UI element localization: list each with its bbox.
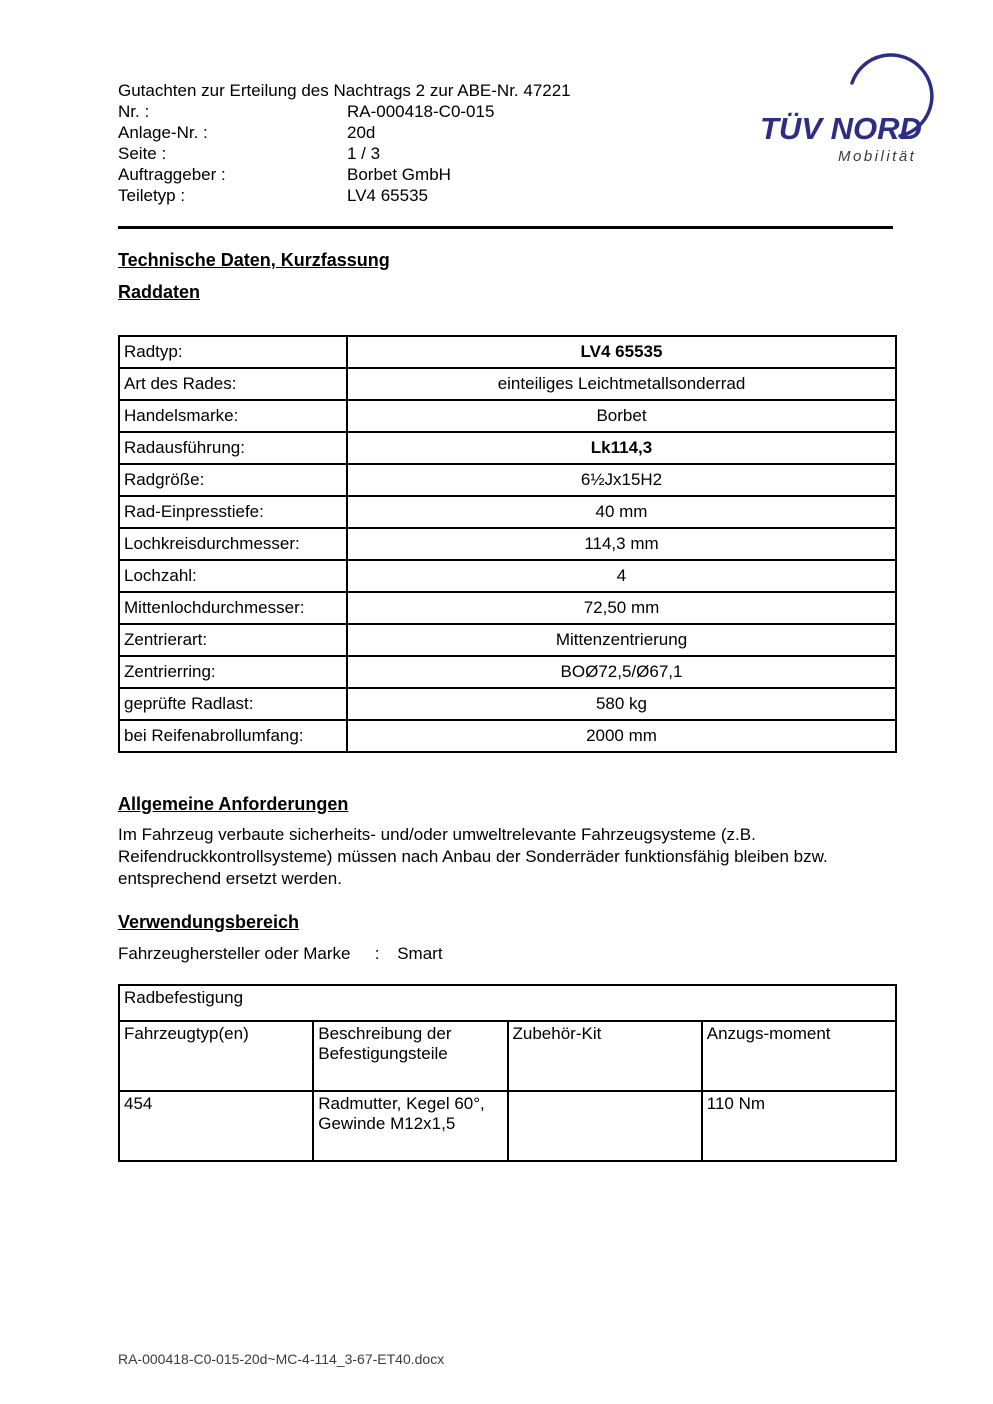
row-value: 580 kg [347,688,896,720]
table-row [119,496,896,528]
row-value: einteiliges Leichtmetallsonderrad [347,368,896,400]
row-value: Lk114,3 [347,432,896,464]
fahrzeughersteller-separator: : [374,944,380,963]
field-value: Borbet GmbH [347,165,451,184]
row-value: LV4 65535 [347,336,896,368]
table-row [119,336,896,368]
logo-subtitle: Mobilität [838,148,917,165]
table-row [119,432,896,464]
row-label: Art des Rades: [119,368,347,400]
table-row [119,464,896,496]
field-value: LV4 65535 [347,186,428,205]
header-field-anlage [118,122,678,143]
radbefestigung-title: Radbefestigung [119,985,896,1021]
table-row [119,1091,896,1161]
table-row [119,400,896,432]
heading-verwendungsbereich: Verwendungsbereich [118,912,300,932]
row-label: Lochkreisdurchmesser: [119,528,347,560]
row-label: Rad-Einpresstiefe: [119,496,347,528]
document-header [118,80,678,206]
document-header-fields [118,101,678,206]
cell-beschreibung [313,1091,507,1161]
cell-beschreibung-text: Radmutter, Kegel 60°, Gewinde M12x1,5 [318,1094,485,1133]
row-label: Mittenlochdurchmesser: [119,592,347,624]
field-label: Seite : [118,144,167,163]
table-row [119,720,896,752]
cell-zubehoer-kit [508,1091,702,1161]
fahrzeughersteller-value: Smart [397,944,443,963]
field-label: Anlage-Nr. : [118,123,208,142]
row-label: geprüfte Radlast: [119,688,347,720]
cell-fahrzeugtyp: 454 [119,1091,313,1161]
raddaten-table [118,335,897,753]
fahrzeughersteller-label: Fahrzeughersteller oder Marke [118,944,351,963]
table-row [119,528,896,560]
cell-anzugsmoment: 110 Nm [702,1091,896,1161]
row-value: 114,3 mm [347,528,896,560]
field-value: 1 / 3 [347,144,381,163]
heading-technische-daten: Technische Daten, Kurzfassung [118,250,390,270]
row-value: 40 mm [347,496,896,528]
header-field-seite [118,143,678,164]
row-label: Radgröße: [119,464,347,496]
column-header-anzugsmoment: Anzugs-moment [702,1021,896,1091]
row-label: Zentrierart: [119,624,347,656]
table-row [119,560,896,592]
column-header-beschreibung: Beschreibung der Befestigungsteile [313,1021,507,1091]
row-value: 6½Jx15H2 [347,464,896,496]
document-title: Gutachten zur Erteilung des Nachtrags 2 zur ABE-Nr. 47221 [118,81,571,100]
column-header-fahrzeugtyp: Fahrzeugtyp(en) [119,1021,313,1091]
fahrzeughersteller-line [118,944,443,964]
header-field-teiletyp [118,185,678,206]
table-row [119,592,896,624]
header-divider [118,226,893,229]
tuv-nord-logo [748,45,948,175]
table-title-row [119,985,896,1021]
table-header-row [119,1021,896,1091]
row-label: Radtyp: [119,336,347,368]
row-value: 4 [347,560,896,592]
allgemeine-anforderungen-text: Im Fahrzeug verbaute sicherheits- und/oder umweltrelevante Fahrzeugsysteme (z.B. Reifendruckkontrollsysteme) müssen nach Anbau der Sonderräder funktionsfähig bleiben bzw. entsprechend ersetzt werden. [118,825,828,888]
row-label: Lochzahl: [119,560,347,592]
row-value: Borbet [347,400,896,432]
row-label: Radausführung: [119,432,347,464]
row-value: 2000 mm [347,720,896,752]
heading-raddaten: Raddaten [118,282,201,302]
table-row [119,368,896,400]
column-header-zubehoer-kit: Zubehör-Kit [508,1021,702,1091]
header-field-nr [118,101,678,122]
table-row [119,624,896,656]
header-field-auftraggeber [118,164,678,185]
field-label: Teiletyp : [118,186,186,205]
heading-allgemeine-anforderungen: Allgemeine Anforderungen [118,794,349,814]
radbefestigung-table [118,984,897,1162]
field-value: RA-000418-C0-015 [347,102,495,121]
tuv-nord-wordmark: TÜV NORD [760,111,922,146]
row-value: Mittenzentrierung [347,624,896,656]
field-label: Nr. : [118,102,150,121]
row-value: 72,50 mm [347,592,896,624]
table-row [119,656,896,688]
table-row [119,688,896,720]
row-value: BOØ72,5/Ø67,1 [347,656,896,688]
field-value: 20d [347,123,376,142]
field-label: Auftraggeber : [118,165,226,184]
row-label: bei Reifenabrollumfang: [119,720,347,752]
footer-filename: RA-000418-C0-015-20d~MC-4-114_3-67-ET40.docx [118,1351,445,1367]
row-label: Handelsmarke: [119,400,347,432]
row-label: Zentrierring: [119,656,347,688]
